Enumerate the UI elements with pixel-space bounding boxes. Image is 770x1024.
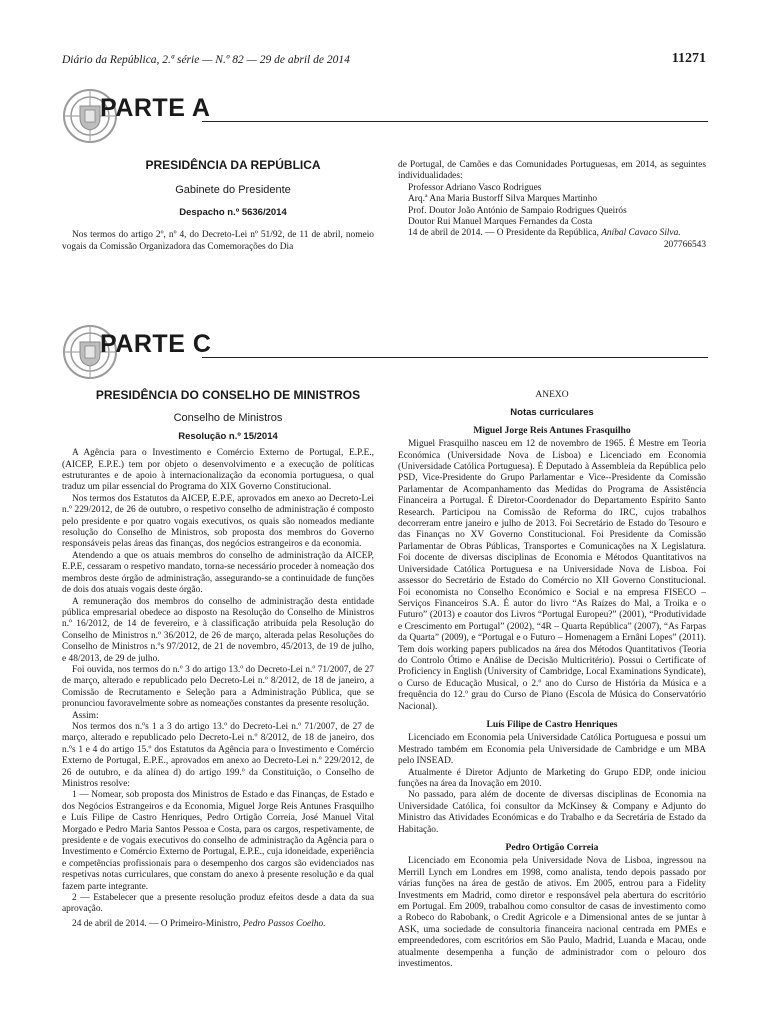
journal-header: Diário da República, 2.ª série — N.º 82 — 29 de abril de 2014 xyxy=(62,54,350,66)
reference-number: 207766543 xyxy=(663,239,706,250)
person-name: Luís Filipe de Castro Henriques xyxy=(486,718,618,730)
parte-c-title: PARTE C xyxy=(100,330,212,358)
parte-c-rule xyxy=(202,357,708,358)
paragraph: A Agência para o Investimento e Comércio Externo de Portugal, E.P.E., (AICEP, E.P.E.) tem por objeto o desenvolvimento e a execução de políticas estruturantes e de apoio à internacionalização da economia portuguesa, o qual traduz um pilar essencial do Programa do XIX Governo Constitucional. xyxy=(62,448,374,493)
paragraph: Licenciado em Economia pela Universidade Nova de Lisboa, ingressou na Merrill Lynch em Londres em 1998, como analista, tendo depois passado por várias funções na área de gestão de ativos. Em 2005, entrou para a Fidelity Investments em Madrid, como diretor e responsável pela abertura do escritório em Portugal. Em 2009, trabalhou como consultor de casas de investimento como a Robeco do Rabobank, o Credit Agricole e a Dimensional antes de se juntar à ASK, uma sociedade de consultoria financeira nacional centrada em PMEs e empreendedores, com escritórios em São Paulo, Madrid, Luanda e Macau, onde atualmente desempenha a função de administrador com o pelouro dos investimentos. xyxy=(398,856,706,970)
parte-c-banner xyxy=(62,324,708,380)
signature-line: 24 de abril de 2014. — O Primeiro-Ministro, Pedro Passos Coelho. xyxy=(72,918,326,929)
annex-label: ANEXO xyxy=(535,390,569,400)
paragraph: Nos termos dos Estatutos da AICEP, E.P.E, aprovados em anexo ao Decreto-Lei n.º 229/2012, de 26 de outubro, o respetivo conselho de administração é composto pelo presidente e por quatro vogais executivos, os quais são nomeados mediante resolução do Conselho de Ministros, sob proposta dos membros do Governo responsáveis pelas áreas das finanças, dos negócios estrangeiros e da economia. xyxy=(62,493,374,550)
act-body: Nos termos do artigo 2º, nº 4, do Decreto-Lei nº 51/92, de 11 de abril, nomeio vogais da Comissão Organizadora das Comemorações do Dia xyxy=(62,230,374,252)
paragraph: Foi ouvida, nos termos do n.º 3 do artigo 13.º do Decreto-Lei n.º 71/2007, de 27 de março, alterado e republicado pelo Decreto-Lei n.º 8/2012, de 18 de janeiro, a Comissão de Recrutamento e Seleção para a Administração Pública, que se pronunciou favoravelmente sobre as nomeações constantes da presente resolução. xyxy=(62,664,374,710)
person-name: Pedro Ortigão Correia xyxy=(505,842,599,854)
paragraph: Atualmente é Diretor Adjunto de Marketing do Grupo EDP, onde iniciou funções na área da Inovação em 2010. xyxy=(398,767,706,789)
resolution-body xyxy=(62,448,374,930)
parte-c-left-column xyxy=(62,390,374,930)
act-heading: Despacho n.º 5636/2014 xyxy=(179,206,287,218)
paragraph: Nos termos dos n.ºs 1 a 3 do artigo 13.º do Decreto-Lei n.º 71/2007, de 27 de março, alterado e republicado pelo Decreto-Lei n.º 8/2012, de 18 de janeiro, dos n.ºs 1 e 4 do artigo 15.º dos Estatutos da Agência para o Investimento e Comércio Externo de Portugal, E.P.E., aprovados em anexo ao Decreto-Lei n.º 229/2012, de 26 de outubro, e da alínea d) do artigo 199.º da Constituição, o Conselho de Ministros resolve: xyxy=(62,721,374,789)
page-number: 11271 xyxy=(671,51,706,66)
organ-heading: PRESIDÊNCIA DA REPÚBLICA xyxy=(145,158,321,172)
list-item: Doutor Rui Manuel Marques Fernandes da Costa xyxy=(408,217,593,228)
list-item: Arq.ª Ana Maria Bustorff Silva Marques Martinho xyxy=(408,194,598,205)
annex-title: Notas curriculares xyxy=(510,407,594,419)
paragraph: 1 — Nomear, sob proposta dos Ministros de Estado e das Finanças, de Estado e dos Negócios Estrangeiros e da Economia, Miguel Jorge Reis Antunes Frasquilho e Luís Filipe de Castro Henriques, Pedro Ortigão Correia, José Manuel Vital Morgado e Pedro Maria Santos Pessoa e Costa, para os cargos, respetivamente, de presidente e de vogais executivos do conselho de administração da Agência para o Investimento e Comércio Externo de Portugal, E.P.E., cuja idoneidade, experiência e competências profissionais para o desempenho dos cargos são evidenciados nas respetivas notas curriculares, que constam do anexo à presente resolução e da qual fazem parte integrante. xyxy=(62,790,374,892)
names-list xyxy=(398,183,706,229)
list-item: Prof. Doutor João António de Sampaio Rodrigues Queirós xyxy=(408,205,627,216)
annex-column xyxy=(398,390,706,971)
parte-a-banner xyxy=(62,88,708,144)
person-name: Miguel Jorge Reis Antunes Frasquilho xyxy=(473,424,631,436)
signatory-name: Aníbal Cavaco Silva. xyxy=(601,228,681,239)
parte-a-left-column xyxy=(62,160,374,253)
parte-a-rule xyxy=(202,121,708,122)
act-continuation: de Portugal, de Camões e das Comunidades Portuguesas, em 2014, as seguintes individualidades: xyxy=(398,160,706,182)
paragraph: Licenciado em Economia pela Universidade Católica Portuguesa e possui um Mestrado também em Economia pela Universidade de Cambridge e um MBA pelo INSEAD. xyxy=(398,733,706,767)
signature-line: 14 de abril de 2014. — O Presidente da República, Aníbal Cavaco Silva. xyxy=(408,228,681,239)
parte-a-title: PARTE A xyxy=(100,94,211,122)
office-heading: Conselho de Ministros xyxy=(173,412,283,425)
office-heading: Gabinete do Presidente xyxy=(175,184,291,197)
paragraph: A remuneração dos membros do conselho de administração desta entidade pública empresarial obedece ao disposto na Resolução do Conselho de Ministros n.º 16/2012, de 14 de fevereiro, e à classificação atribuída pela Resolução do Conselho de Ministros n.º 36/2012, de 26 de março, alterada pelas Resoluções do Conselho de Ministros n.ºs 97/2012, de 21 de novembro, 45/2013, de 19 de julho, e 48/2013, de 29 de julho. xyxy=(62,596,374,664)
paragraph: No passado, para além de docente de diversas disciplinas de Economia na Universidade Católica, foi consultor da McKinsey & Company e Adjunto do Ministro das Atividades Económicas e do Trabalho e da Secretária de Estado da Habitação. xyxy=(398,790,706,835)
paragraph: Assim: xyxy=(72,710,99,721)
paragraph: Atendendo a que os atuais membros do conselho de administração da AICEP, E.P.E, cessaram o respetivo mandato, torna-se necessário proceder à nomeação dos membros deste órgão de administração, assegurando-se a continuidade de funções de dois dos atuais vogais deste órgão. xyxy=(62,550,374,596)
signatory-name: Pedro Passos Coelho. xyxy=(242,918,326,929)
parte-a-right-column xyxy=(398,160,706,251)
paragraph: 2 — Estabelecer que a presente resolução produz efeitos desde a data da sua aprovação. xyxy=(62,893,374,915)
paragraph: Miguel Frasquilho nasceu em 12 de novembro de 1965. É Mestre em Teoria Económica (Universidade Nova de Lisboa) e Licenciado em Economia (Universidade Católica Portuguesa). É Deputado à Assembleia da República pelo PSD, Vice-Presidente do Grupo Parlamentar e Vice--Presidente da Comissão Parlamentar de Acompanhamento das Medidas do Programa de Assistência Financeira a Portugal. É Diretor-Coordenador do Departamento Espírito Santo Research. Participou na Comissão de Reforma do IRC, cujos trabalhos decorreram entre janeiro e julho de 2013. Foi Secretário de Estado do Tesouro e das Finanças no XV Governo Constitucional. Foi Presidente da Comissão Parlamentar de Obras Públicas, Transportes e Comunicações na X Legislatura. Foi docente de diversas disciplinas de Economia e Métodos Quantitativos na Universidade Católica Portuguesa e na Universidade Nova de Lisboa. Foi assessor do Secretário de Estado do Comércio no XII Governo Constitucional. Foi economista no Conselho Económico e Social e na empresa FISECO – Serviços Financeiros S.A. É autor do livro “As Raízes do Mal, a Troika e o Futuro” (2013) e coautor dos Livros “Portugal Europeu?” (2001), “Produtividade e Crescimento em Portugal” (2002), “4R – Quarta República” (2007), “As Farpas da Quarta” (2009), e “Portugal e o Futuro – Homenagem a Ernâni Lopes” (2011). Tem dois working papers publicados na área dos Métodos Quantitativos (Teoria do Controlo Ótimo e Análise de Decisão Multicritério). Possui o Certificate of Proficiency in English (University of Cambridge, Local Examinations Syndicate), o Curso de Educação Musical, o 2.º ano do Curso de História da Música e a frequência do 12.º grau do Curso de Piano (Escola de Música do Conservatório Nacional). xyxy=(398,439,706,712)
list-item: Professor Adriano Vasco Rodrigues xyxy=(408,182,542,193)
act-heading: Resolução n.º 15/2014 xyxy=(178,430,278,442)
organ-heading: PRESIDÊNCIA DO CONSELHO DE MINISTROS xyxy=(95,388,361,402)
